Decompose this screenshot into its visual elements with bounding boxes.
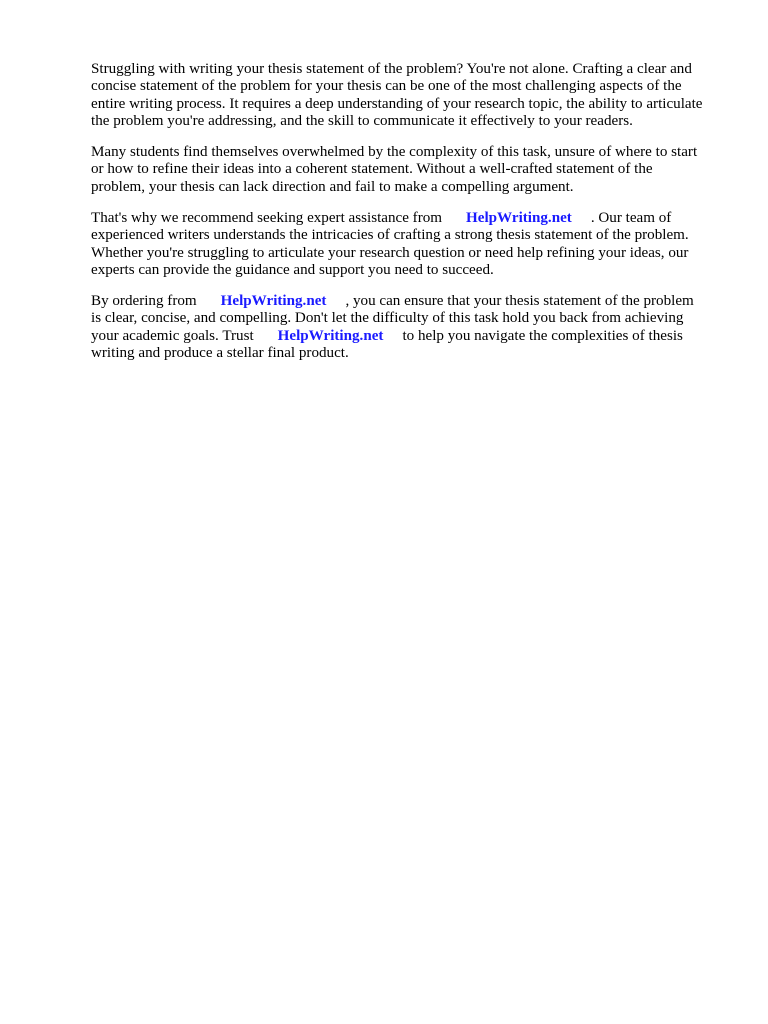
- helpwriting-link[interactable]: HelpWriting.net: [466, 209, 572, 226]
- helpwriting-link[interactable]: HelpWriting.net: [277, 327, 384, 344]
- text-line: writing and produce a stellar final product.: [91, 344, 349, 361]
- text-line: [91, 328, 731, 345]
- text-segment: your academic goals. Trust: [91, 327, 254, 344]
- text-line: Whether you're struggling to articulate your research question or need help refining your ideas, our: [91, 244, 689, 261]
- text-segment: That's why we recommend seeking expert assistance from: [91, 209, 443, 226]
- text-line: [91, 293, 731, 310]
- document-body: [91, 61, 731, 376]
- text-line: problem, your thesis can lack direction and fail to make a compelling argument.: [91, 178, 574, 195]
- paragraph-3: [91, 210, 731, 280]
- text-line: experts can provide the guidance and support you need to succeed.: [91, 261, 494, 278]
- paragraph-4: [91, 293, 731, 363]
- text-line: entire writing process. It requires a deep understanding of your research topic, the ability to articulate: [91, 95, 703, 112]
- text-line: experienced writers understands the intricacies of crafting a strong thesis statement of the problem.: [91, 227, 689, 244]
- text-line: or how to refine their ideas into a coherent statement. Without a well-crafted statement of the: [91, 161, 653, 178]
- text-line: the problem you're addressing, and the skill to communicate it effectively to your readers.: [91, 113, 633, 130]
- paragraph-2: [91, 144, 731, 196]
- text-line: concise statement of the problem for your thesis can be one of the most challenging aspects of the: [91, 78, 682, 95]
- text-line: is clear, concise, and compelling. Don't let the difficulty of this task hold you back from achieving: [91, 310, 684, 327]
- paragraph-1: [91, 61, 731, 131]
- text-line: [91, 210, 731, 227]
- text-segment: to help you navigate the complexities of thesis: [402, 327, 683, 344]
- text-line: Struggling with writing your thesis statement of the problem? You're not alone. Crafting a clear and: [91, 61, 692, 77]
- helpwriting-link[interactable]: HelpWriting.net: [220, 292, 327, 309]
- text-segment: By ordering from: [91, 292, 197, 309]
- text-segment: . Our team of: [590, 209, 672, 226]
- text-line: Many students find themselves overwhelmed by the complexity of this task, unsure of where to start: [91, 144, 698, 161]
- text-segment: , you can ensure that your thesis statement of the problem: [345, 292, 694, 309]
